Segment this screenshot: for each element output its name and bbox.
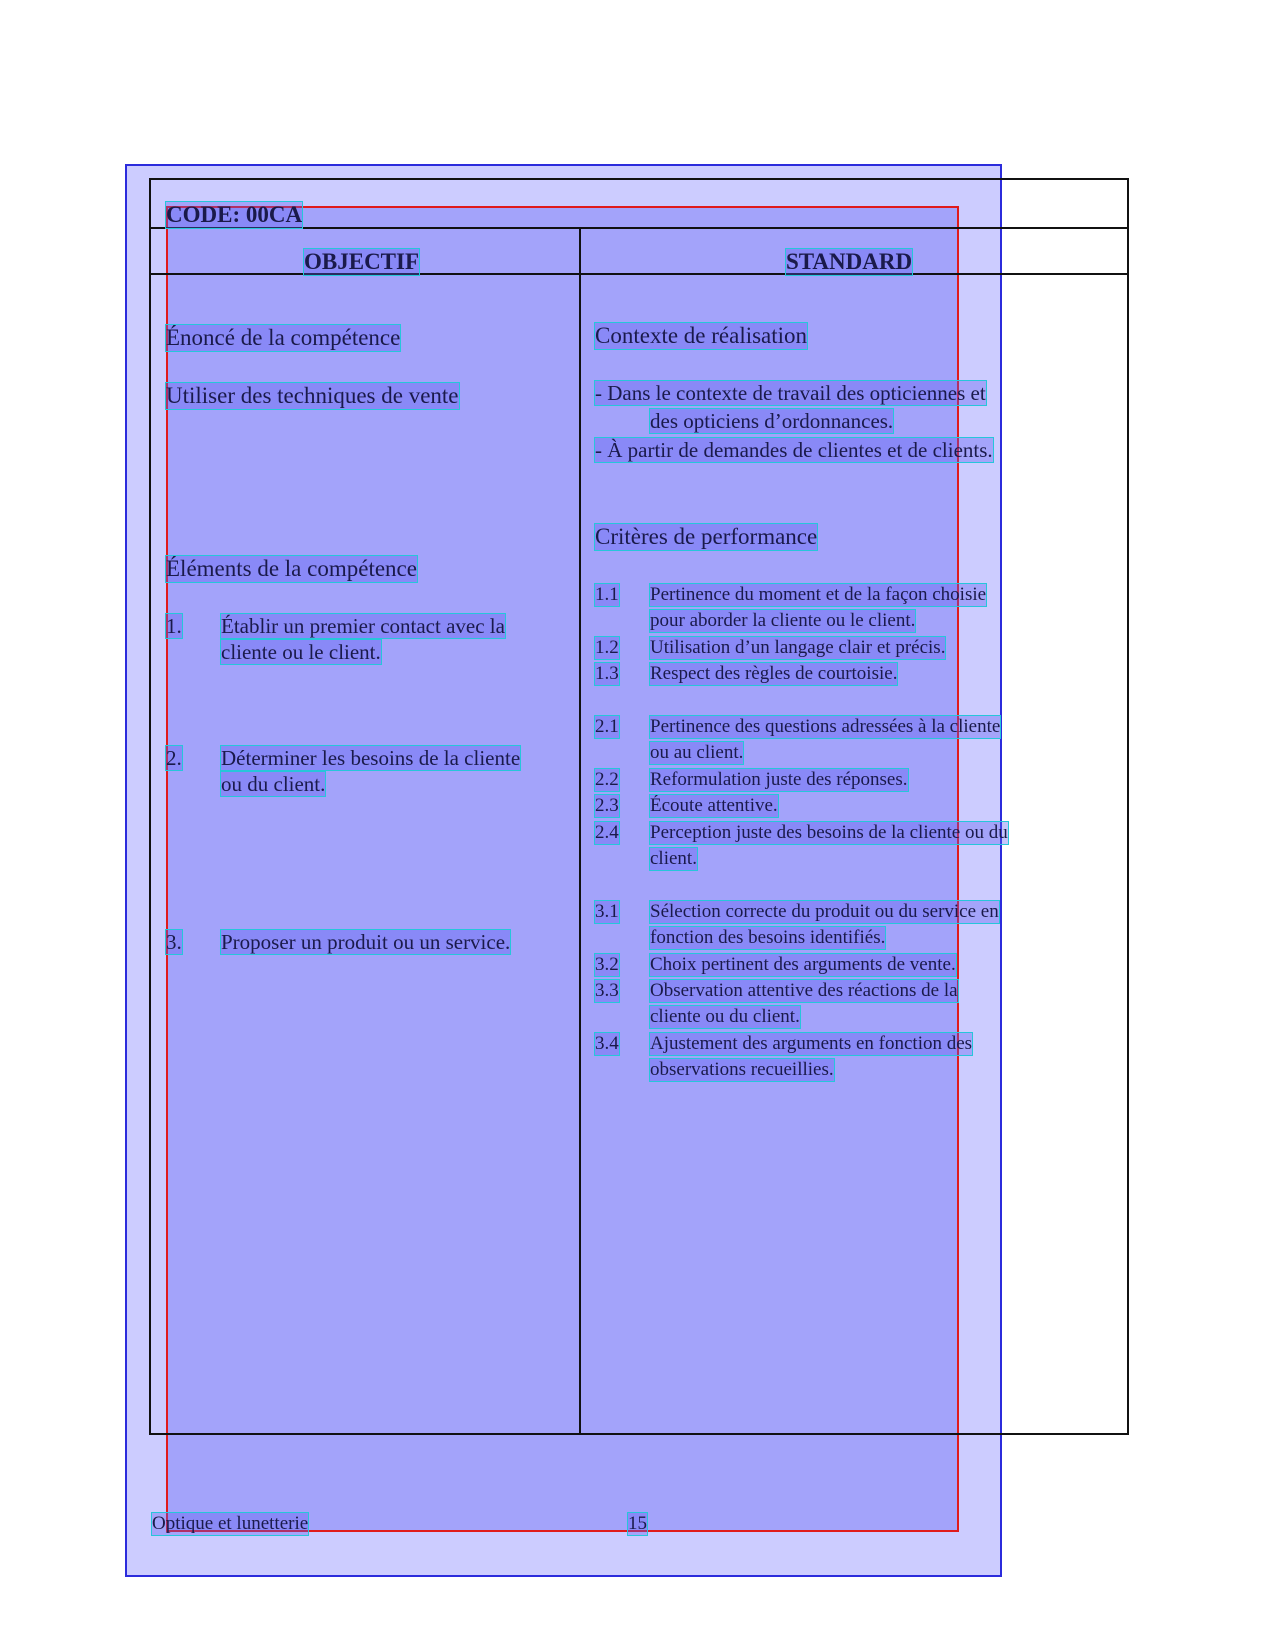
critere-2-2-number: 2.2 <box>595 769 619 790</box>
enonce-text: Utiliser des techniques de vente <box>166 383 459 408</box>
column-header-standard: STANDARD <box>786 249 913 274</box>
critere-2-1-number: 2.1 <box>595 716 619 737</box>
critere-1-3-line-1: Respect des règles de courtoisie. <box>650 663 898 684</box>
column-divider <box>579 227 581 1435</box>
contexte-line-2: des opticiens d’ordonnances. <box>650 409 894 433</box>
footer-page-number: 15 <box>628 1513 647 1534</box>
critere-2-4-line-1: Perception juste des besoins de la cliente ou du <box>650 822 1008 843</box>
column-header-objectif: OBJECTIF <box>304 249 420 274</box>
critere-3-2-number: 3.2 <box>595 954 619 975</box>
critere-1-1-line-1: Pertinence du moment et de la façon choisie <box>650 584 987 605</box>
elements-title: Éléments de la compétence <box>166 556 417 581</box>
enonce-title: Énoncé de la compétence <box>166 325 401 350</box>
critere-3-3-line-1: Observation attentive des réactions de la <box>650 980 958 1001</box>
column-header-divider <box>149 273 1129 275</box>
element-2-line-1: Déterminer les besoins de la cliente <box>221 746 521 770</box>
competency-code: CODE: 00CA <box>166 202 303 227</box>
element-3-line-1: Proposer un produit ou un service. <box>221 930 511 954</box>
contexte-line-3: - À partir de demandes de clientes et de clients. <box>595 438 993 462</box>
critere-3-4-number: 3.4 <box>595 1033 619 1054</box>
critere-2-1-line-1: Pertinence des questions adressées à la cliente <box>650 716 1001 737</box>
element-2-number: 2. <box>166 746 182 770</box>
footer-program-name: Optique et lunetterie <box>152 1513 309 1534</box>
critere-2-4-number: 2.4 <box>595 822 619 843</box>
critere-1-2-line-1: Utilisation d’un langage clair et précis. <box>650 637 946 658</box>
critere-2-4-line-2: client. <box>650 848 697 869</box>
critere-1-1-number: 1.1 <box>595 584 619 605</box>
critere-3-1-line-2: fonction des besoins identifiés. <box>650 927 886 948</box>
critere-3-2-line-1: Choix pertinent des arguments de vente. <box>650 954 956 975</box>
critere-3-1-line-1: Sélection correcte du produit ou du service en <box>650 901 999 922</box>
critere-3-4-line-1: Ajustement des arguments en fonction des <box>650 1033 973 1054</box>
element-3-number: 3. <box>166 930 182 954</box>
element-1-number: 1. <box>166 614 182 638</box>
critere-1-1-line-2: pour aborder la cliente ou le client. <box>650 610 916 631</box>
contexte-title: Contexte de réalisation <box>595 323 808 348</box>
critere-1-3-number: 1.3 <box>595 663 619 684</box>
critere-2-3-line-1: Écoute attentive. <box>650 795 778 816</box>
element-2-line-2: ou du client. <box>221 772 326 796</box>
critere-3-4-line-2: observations recueillies. <box>650 1059 834 1080</box>
element-1-line-2: cliente ou le client. <box>221 640 381 664</box>
table-frame <box>149 178 1129 1435</box>
contexte-line-1: - Dans le contexte de travail des opticiennes et <box>595 381 986 405</box>
critere-3-1-number: 3.1 <box>595 901 619 922</box>
element-1-line-1: Établir un premier contact avec la <box>221 614 505 638</box>
criteres-title: Critères de performance <box>595 524 818 549</box>
critere-2-3-number: 2.3 <box>595 795 619 816</box>
critere-3-3-line-2: cliente ou du client. <box>650 1006 800 1027</box>
critere-3-3-number: 3.3 <box>595 980 619 1001</box>
critere-2-1-line-2: ou au client. <box>650 742 744 763</box>
critere-1-2-number: 1.2 <box>595 637 619 658</box>
critere-2-2-line-1: Reformulation juste des réponses. <box>650 769 908 790</box>
